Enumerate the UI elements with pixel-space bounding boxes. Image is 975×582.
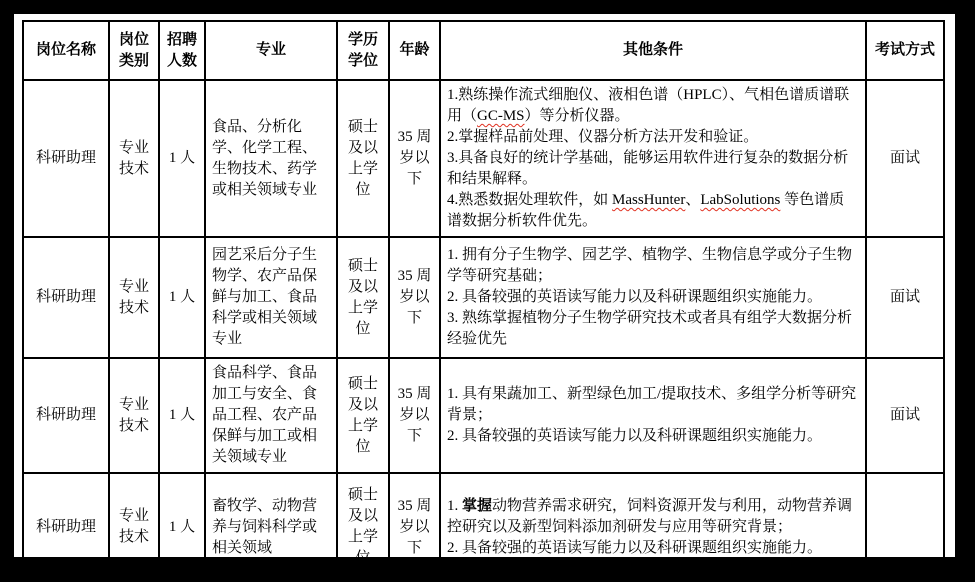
cell-headcount: 1 人 xyxy=(159,473,205,581)
condition-text: 1. 具有果蔬加工、新型绿色加工/提取技术、多组学分析等研究背景； xyxy=(447,386,857,423)
cell-major: 园艺采后分子生物学、农产品保鲜与加工、食品科学或相关领域专业 xyxy=(205,237,337,358)
cell-conditions xyxy=(440,237,866,358)
col-header-age: 年龄 xyxy=(389,21,440,80)
cell-position: 科研助理 xyxy=(23,80,109,237)
col-header-headcount: 招聘人数 xyxy=(159,21,205,80)
table-row xyxy=(23,237,944,358)
col-header-category: 岗位类别 xyxy=(109,21,159,80)
cell-headcount: 1 人 xyxy=(159,80,205,237)
condition-line xyxy=(447,426,859,447)
cell-major: 食品科学、食品加工与安全、食品工程、农产品保鲜与加工或相关领域专业 xyxy=(205,358,337,473)
cell-category: 专业技术 xyxy=(109,80,159,237)
cell-age: 35 周岁以下 xyxy=(389,473,440,581)
spellcheck-flagged-text: MassHunter xyxy=(612,192,686,208)
condition-line xyxy=(447,384,859,426)
cell-position: 科研助理 xyxy=(23,237,109,358)
table-body xyxy=(23,80,944,581)
cell-position: 科研助理 xyxy=(23,473,109,581)
cell-headcount: 1 人 xyxy=(159,358,205,473)
cell-age: 35 周岁以下 xyxy=(389,80,440,237)
col-header-conditions: 其他条件 xyxy=(440,21,866,80)
col-header-position: 岗位名称 xyxy=(23,21,109,80)
spellcheck-flagged-text: LabSolutions xyxy=(700,192,781,208)
condition-text: 2. 具备较强的英语读写能力以及科研课题组织实施能力。 xyxy=(447,428,823,444)
spellcheck-flagged-text: GC-MS xyxy=(477,108,525,124)
condition-text: 掌握 xyxy=(462,497,493,514)
condition-text: 1. 拥有分子生物学、园艺学、植物学、生物信息学或分子生物学等研究基础； xyxy=(447,247,853,284)
condition-text: 2. 具备较强的英语读写能力以及科研课题组织实施能力。 xyxy=(447,539,823,556)
condition-line xyxy=(447,190,859,232)
cell-position: 科研助理 xyxy=(23,358,109,473)
condition-line xyxy=(447,287,859,308)
condition-text: 2.掌握样品前处理、仪器分析方法开发和验证。 xyxy=(447,129,759,145)
cell-category: 专业技术 xyxy=(109,237,159,358)
document-page xyxy=(14,14,955,566)
condition-line xyxy=(447,148,859,190)
condition-line xyxy=(447,496,859,538)
cell-degree: 硕士及以上学位 xyxy=(337,358,389,473)
col-header-major: 专业 xyxy=(205,21,337,80)
cell-degree: 硕士及以上学位 xyxy=(337,473,389,581)
recruitment-table xyxy=(22,20,945,582)
condition-text: 1.熟练操作流式细胞仪、液相色谱（HPLC）、气相色谱质谱联用（ xyxy=(447,87,850,124)
cell-age: 35 周岁以下 xyxy=(389,358,440,473)
table-row xyxy=(23,80,944,237)
cell-conditions xyxy=(440,358,866,473)
cell-major: 食品、分析化学、化学工程、生物技术、药学或相关领域专业 xyxy=(205,80,337,237)
condition-line xyxy=(447,538,859,559)
condition-line xyxy=(447,245,859,287)
cell-conditions xyxy=(440,80,866,237)
cell-exam: 面试 xyxy=(866,358,944,473)
condition-text: 1. xyxy=(447,497,462,514)
cell-exam: 面试 xyxy=(866,80,944,237)
condition-text: ）等分析仪器。 xyxy=(524,108,630,124)
condition-text: 3.具备良好的统计学基础，能够运用软件进行复杂的数据分析和结果解释。 xyxy=(447,150,849,187)
condition-text: 动物营养需求研究，饲料资源开发与利用，动物营养调控研究以及新型饲料添加剂研发与应用等研究背景； xyxy=(447,497,853,535)
condition-text: 4.熟悉数据处理软件，如 xyxy=(447,192,613,208)
cell-conditions xyxy=(440,473,866,581)
condition-line xyxy=(447,127,859,148)
condition-text: 、 xyxy=(685,192,701,208)
table-row xyxy=(23,358,944,473)
condition-line xyxy=(447,85,859,127)
cell-headcount: 1 人 xyxy=(159,237,205,358)
cell-major: 畜牧学、动物营养与饲料科学或相关领域 xyxy=(205,473,337,581)
condition-text: 3. 熟练掌握植物分子生物学研究技术或者具有组学大数据分析经验优先 xyxy=(447,310,853,347)
cell-exam xyxy=(866,473,944,581)
table-header-row xyxy=(23,21,944,80)
col-header-exam: 考试方式 xyxy=(866,21,944,80)
cell-exam: 面试 xyxy=(866,237,944,358)
condition-text: 等色谱质谱数据分析软件优先。 xyxy=(447,192,845,229)
cell-degree: 硕士及以上学位 xyxy=(337,80,389,237)
cell-category: 专业技术 xyxy=(109,358,159,473)
table-row xyxy=(23,473,944,581)
cell-category: 专业技术 xyxy=(109,473,159,581)
condition-line xyxy=(447,308,859,350)
cell-age: 35 周岁以下 xyxy=(389,237,440,358)
col-header-degree: 学历学位 xyxy=(337,21,389,80)
condition-text: 2. 具备较强的英语读写能力以及科研课题组织实施能力。 xyxy=(447,289,823,305)
cell-degree: 硕士及以上学位 xyxy=(337,237,389,358)
